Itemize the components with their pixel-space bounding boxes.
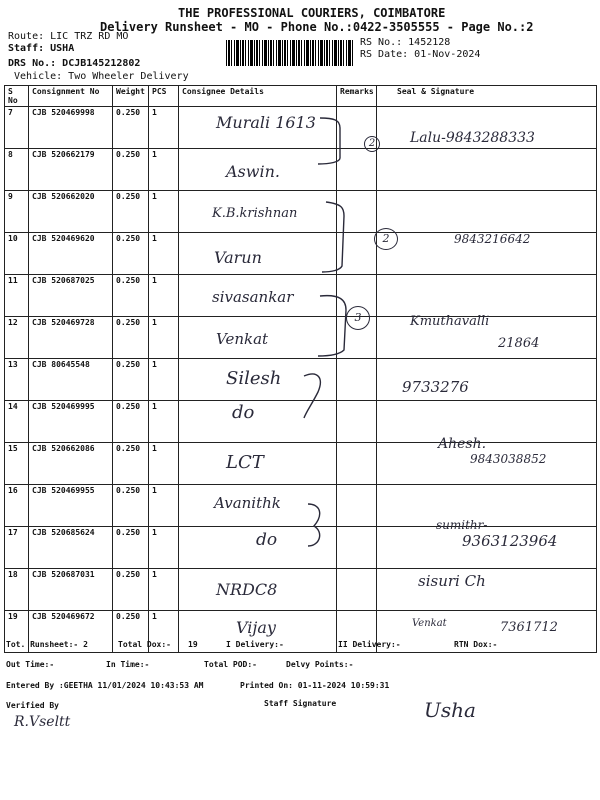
consignment-cell: CJB 520662086	[29, 443, 113, 485]
total-pod: Total POD:-	[204, 660, 257, 669]
pcs-cell: 1	[149, 275, 179, 317]
handwritten-name: Aswin.	[226, 162, 280, 181]
handwritten-name: Vijay	[236, 618, 276, 637]
staff-signature-label: Staff Signature	[264, 699, 337, 708]
handwritten-name: sivasankar	[212, 288, 294, 306]
handwritten-signature: 21864	[498, 336, 540, 351]
verifier-signature: R.Vseltt	[14, 714, 71, 730]
handwritten-name: Murali 1613	[216, 113, 316, 132]
handwritten-signature: 9843216642	[454, 232, 531, 246]
pcs-cell: 1	[149, 401, 179, 443]
sno-cell: 9	[5, 191, 29, 233]
handwritten-name: Silesh	[226, 368, 282, 389]
pcs-cell: 1	[149, 527, 179, 569]
company-title: THE PROFESSIONAL COURIERS, COIMBATORE	[178, 6, 446, 20]
consignment-cell: CJB 520662020	[29, 191, 113, 233]
total-dox-label: Total Dox:-	[118, 640, 171, 649]
handwritten-signature: 9843038852	[470, 452, 547, 466]
weight-cell: 0.250	[113, 611, 149, 653]
handwritten-name: K.B.krishnan	[212, 206, 298, 221]
pcs-cell: 1	[149, 191, 179, 233]
weight-cell: 0.250	[113, 527, 149, 569]
weight-cell: 0.250	[113, 359, 149, 401]
drs-number: DRS No.: DCJB145212802	[8, 58, 141, 69]
remark-circle: 2	[364, 136, 380, 152]
col-remarks: Remarks	[337, 86, 377, 107]
pcs-cell: 1	[149, 443, 179, 485]
weight-cell: 0.250	[113, 149, 149, 191]
col-pcs: PCS	[149, 86, 179, 107]
weight-cell: 0.250	[113, 401, 149, 443]
pcs-cell: 1	[149, 569, 179, 611]
entered-by: Entered By :GEETHA 11/01/2024 10:43:53 AM	[6, 681, 204, 690]
total-dox-value: 19	[188, 640, 198, 649]
barcode-image	[226, 40, 354, 66]
weight-cell: 0.250	[113, 485, 149, 527]
rs-number: RS No.: 1452128	[360, 37, 451, 48]
staff-label: Staff: USHA	[8, 43, 75, 54]
col-consignee: Consignee Details	[179, 86, 337, 107]
runsheet-subtitle: Delivery Runsheet - MO - Phone No.:0422-3505555 - Page No.:2	[100, 20, 534, 34]
weight-cell: 0.250	[113, 443, 149, 485]
col-weight: Weight	[113, 86, 149, 107]
sno-cell: 10	[5, 233, 29, 275]
col-sno: S No	[5, 86, 29, 107]
handwritten-signature: Lalu-9843288333	[410, 130, 535, 146]
signature-cell	[377, 569, 597, 611]
sno-cell: 14	[5, 401, 29, 443]
printed-on: Printed On: 01-11-2024 10:59:31	[240, 681, 390, 690]
pcs-cell: 1	[149, 107, 179, 149]
consignment-cell: CJB 520685624	[29, 527, 113, 569]
consignment-cell: CJB 520469672	[29, 611, 113, 653]
pcs-cell: 1	[149, 611, 179, 653]
sno-cell: 19	[5, 611, 29, 653]
rtn-dox: RTN Dox:-	[454, 640, 498, 649]
consignment-cell: CJB 520469728	[29, 317, 113, 359]
handwritten-signature: Venkat	[412, 618, 447, 629]
delvy-points: Delvy Points:-	[286, 660, 354, 669]
weight-cell: 0.250	[113, 275, 149, 317]
col-consignment: Consignment No	[29, 86, 113, 107]
sno-cell: 11	[5, 275, 29, 317]
handwritten-signature: sumithr-	[436, 518, 488, 532]
rs-date: RS Date: 01-Nov-2024	[360, 49, 481, 60]
handwritten-name: Varun	[214, 248, 262, 267]
out-time: Out Time:-	[6, 660, 55, 669]
weight-cell: 0.250	[113, 569, 149, 611]
sno-cell: 16	[5, 485, 29, 527]
sno-cell: 18	[5, 569, 29, 611]
weight-cell: 0.250	[113, 107, 149, 149]
sno-cell: 15	[5, 443, 29, 485]
sno-cell: 13	[5, 359, 29, 401]
pcs-cell: 1	[149, 233, 179, 275]
col-signature: Seal & Signature	[377, 86, 597, 107]
handwritten-name: Avanithk	[214, 494, 281, 512]
remark-circle: 2	[374, 228, 398, 250]
vehicle-label: Vehicle: Two Wheeler Delivery	[14, 71, 189, 82]
handwritten-name: Venkat	[216, 330, 269, 348]
handwritten-signature: 9733276	[402, 378, 469, 396]
sno-cell: 17	[5, 527, 29, 569]
table-row	[5, 569, 597, 611]
sno-cell: 7	[5, 107, 29, 149]
consignment-cell: CJB 520687025	[29, 275, 113, 317]
weight-cell: 0.250	[113, 191, 149, 233]
handwritten-name: LCT	[226, 452, 264, 473]
sno-cell: 8	[5, 149, 29, 191]
consignment-cell: CJB 520469998	[29, 107, 113, 149]
consignment-cell: CJB 520469955	[29, 485, 113, 527]
handwritten-signature: Ahesh.	[438, 436, 487, 452]
weight-cell: 0.250	[113, 233, 149, 275]
pcs-cell: 1	[149, 359, 179, 401]
consignment-cell: CJB 520469620	[29, 233, 113, 275]
i-delivery: I Delivery:-	[226, 640, 284, 649]
route-label: Route: LIC TRZ RD MO	[8, 31, 129, 42]
pcs-cell: 1	[149, 485, 179, 527]
handwritten-name: do	[232, 402, 255, 423]
handwritten-signature: 9363123964	[462, 532, 558, 550]
pcs-cell: 1	[149, 149, 179, 191]
handwritten-signature: sisuri Ch	[418, 572, 486, 590]
handwritten-signature: Kmuthavalli	[410, 314, 490, 329]
ii-delivery: II Delivery:-	[338, 640, 401, 649]
consignment-cell: CJB 520662179	[29, 149, 113, 191]
tot-runsheet: Tot. Runsheet:- 2	[6, 640, 88, 649]
in-time: In Time:-	[106, 660, 150, 669]
consignment-cell: CJB 80645548	[29, 359, 113, 401]
remark-circle: 3	[346, 306, 370, 330]
consignment-cell: CJB 520469995	[29, 401, 113, 443]
pcs-cell: 1	[149, 317, 179, 359]
consignment-cell: CJB 520687031	[29, 569, 113, 611]
verified-by: Verified By	[6, 701, 59, 710]
remarks-cell	[337, 569, 377, 611]
handwritten-signature: 7361712	[500, 620, 558, 635]
handwritten-name: NRDC8	[216, 580, 278, 599]
sno-cell: 12	[5, 317, 29, 359]
handwritten-name: do	[256, 530, 278, 550]
weight-cell: 0.250	[113, 317, 149, 359]
staff-signature: Usha	[424, 698, 476, 722]
